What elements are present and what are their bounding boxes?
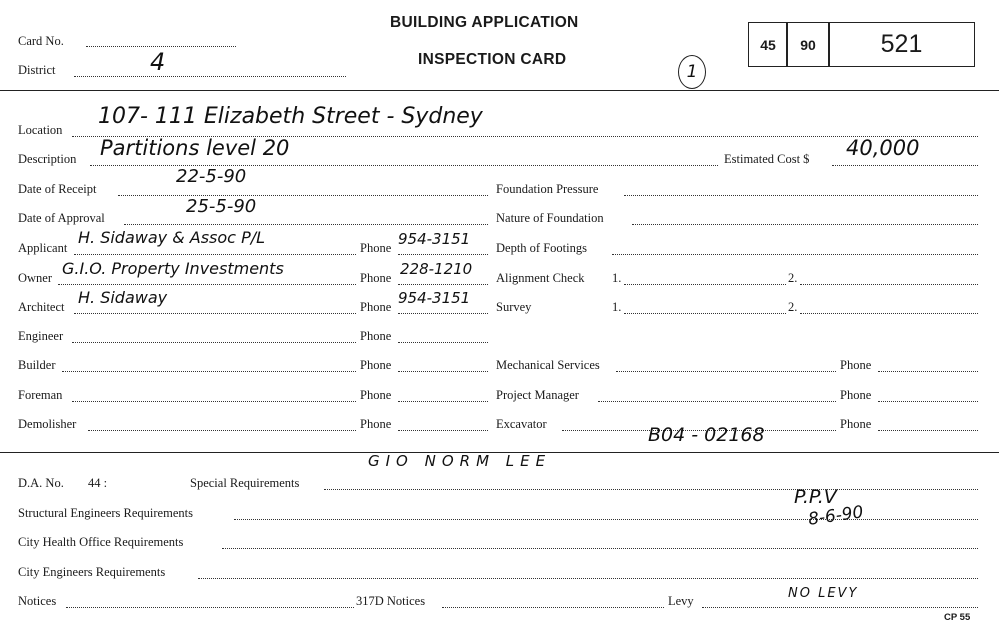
location-label: Location (18, 123, 63, 137)
title-line-1: BUILDING APPLICATION (390, 14, 579, 31)
ref-box-2-text: 90 (800, 36, 816, 53)
owner-phone-line (398, 284, 488, 285)
engineer-phone-line (398, 342, 488, 343)
depth-of-footings-label: Depth of Footings (496, 241, 587, 255)
card-no-label: Card No. (18, 34, 64, 48)
structural-requirements-label: Structural Engineers Requirements (18, 506, 193, 520)
nature-of-foundation-line (632, 224, 978, 225)
date-of-approval-value: 25-5-90 (186, 196, 257, 217)
foundation-pressure-line (624, 195, 978, 196)
ref-box-1-text: 45 (760, 36, 776, 53)
ref-box-3 (828, 22, 975, 67)
survey-label: Survey (496, 300, 532, 314)
city-engineers-line (198, 578, 978, 579)
alignment-check-line-1 (624, 284, 786, 285)
builder-phone-line (398, 371, 488, 372)
owner-phone-label: Phone (360, 271, 392, 285)
handwritten-note: GIO NORM LEE (368, 452, 552, 470)
excavator-note: B04 - 02168 (648, 424, 765, 446)
structural-note-2: 8-6-90 (806, 502, 865, 530)
form-code: CP 55 (944, 612, 971, 623)
builder-label: Builder (18, 358, 56, 372)
circled-mark (678, 55, 706, 89)
notices-317d-line (442, 607, 664, 608)
district-line (74, 76, 346, 77)
special-requirements-label: Special Requirements (190, 476, 300, 490)
mechanical-services-label: Mechanical Services (496, 358, 600, 372)
date-of-approval-label: Date of Approval (18, 211, 105, 225)
demolisher-phone-line (398, 430, 488, 431)
owner-label: Owner (18, 271, 53, 285)
title-line-2: INSPECTION CARD (418, 51, 567, 68)
architect-phone-line (398, 313, 488, 314)
ref-box-1 (748, 22, 788, 67)
notices-line (66, 607, 354, 608)
applicant-phone-label: Phone (360, 241, 392, 255)
levy-line (702, 607, 978, 608)
levy-label: Levy (668, 594, 694, 608)
depth-of-footings-line (612, 254, 978, 255)
description-label: Description (18, 152, 77, 166)
notices-317d-label: 317D Notices (356, 594, 426, 608)
foreman-phone-line (398, 401, 488, 402)
excavator-phone-label: Phone (840, 417, 872, 431)
location-value: 107- 111 Elizabeth Street - Sydney (98, 104, 483, 129)
owner-line (58, 284, 356, 285)
date-of-approval-line (124, 224, 488, 225)
ref-box-2 (786, 22, 830, 67)
mechanical-services-phone-label: Phone (840, 358, 872, 372)
da-no-value: 44 : (88, 476, 108, 490)
description-value: Partitions level 20 (100, 136, 290, 160)
project-manager-phone-label: Phone (840, 388, 872, 402)
architect-line (74, 313, 356, 314)
project-manager-phone-line (878, 401, 978, 402)
foreman-phone-label: Phone (360, 388, 392, 402)
notices-label: Notices (18, 594, 57, 608)
architect-phone-label: Phone (360, 300, 392, 314)
circled-mark-text: 1 (686, 62, 698, 82)
structural-requirements-line (234, 519, 978, 520)
card-no-line (86, 46, 236, 47)
engineer-line (72, 342, 356, 343)
survey-num-1: 1. (612, 300, 622, 314)
estimated-cost-value: 40,000 (846, 136, 920, 160)
da-no-label: D.A. No. (18, 476, 64, 490)
special-requirements-line (324, 489, 978, 490)
date-of-receipt-line (118, 195, 488, 196)
date-of-receipt-label: Date of Receipt (18, 182, 97, 196)
demolisher-label: Demolisher (18, 417, 77, 431)
applicant-value: H. Sidaway & Assoc P/L (78, 228, 266, 247)
alignment-check-line-2 (800, 284, 978, 285)
applicant-phone-value: 954-3151 (398, 230, 471, 248)
owner-phone-value: 228-1210 (400, 260, 473, 278)
owner-value: G.I.O. Property Investments (62, 259, 284, 278)
health-requirements-line (222, 548, 978, 549)
project-manager-line (598, 401, 836, 402)
applicant-label: Applicant (18, 241, 68, 255)
alignment-check-label: Alignment Check (496, 271, 585, 285)
nature-of-foundation-label: Nature of Foundation (496, 211, 604, 225)
levy-value: NO LEVY (788, 586, 859, 601)
foreman-line (72, 401, 356, 402)
architect-value: H. Sidaway (78, 288, 168, 307)
ref-box-3-text: 521 (880, 30, 923, 58)
project-manager-label: Project Manager (496, 388, 579, 402)
alignment-check-num-2: 2. (788, 271, 798, 285)
architect-label: Architect (18, 300, 65, 314)
survey-line-2 (800, 313, 978, 314)
builder-phone-label: Phone (360, 358, 392, 372)
district-label: District (18, 63, 56, 77)
excavator-phone-line (878, 430, 978, 431)
header-divider (0, 90, 999, 91)
excavator-label: Excavator (496, 417, 547, 431)
engineer-phone-label: Phone (360, 329, 392, 343)
date-of-receipt-value: 22-5-90 (176, 166, 247, 187)
survey-num-2: 2. (788, 300, 798, 314)
foreman-label: Foreman (18, 388, 63, 402)
applicant-line (74, 254, 356, 255)
architect-phone-value: 954-3151 (398, 289, 471, 307)
demolisher-line (88, 430, 356, 431)
survey-line-1 (624, 313, 786, 314)
mechanical-services-phone-line (878, 371, 978, 372)
estimated-cost-label: Estimated Cost $ (724, 152, 810, 166)
health-requirements-label: City Health Office Requirements (18, 535, 184, 549)
city-engineers-label: City Engineers Requirements (18, 565, 166, 579)
foundation-pressure-label: Foundation Pressure (496, 182, 599, 196)
engineer-label: Engineer (18, 329, 64, 343)
mechanical-services-line (616, 371, 836, 372)
demolisher-phone-label: Phone (360, 417, 392, 431)
alignment-check-num-1: 1. (612, 271, 622, 285)
district-value: 4 (150, 48, 166, 76)
builder-line (62, 371, 356, 372)
estimated-cost-line (832, 165, 978, 166)
structural-note-1: P.P.V (794, 486, 837, 508)
applicant-phone-line (398, 254, 488, 255)
